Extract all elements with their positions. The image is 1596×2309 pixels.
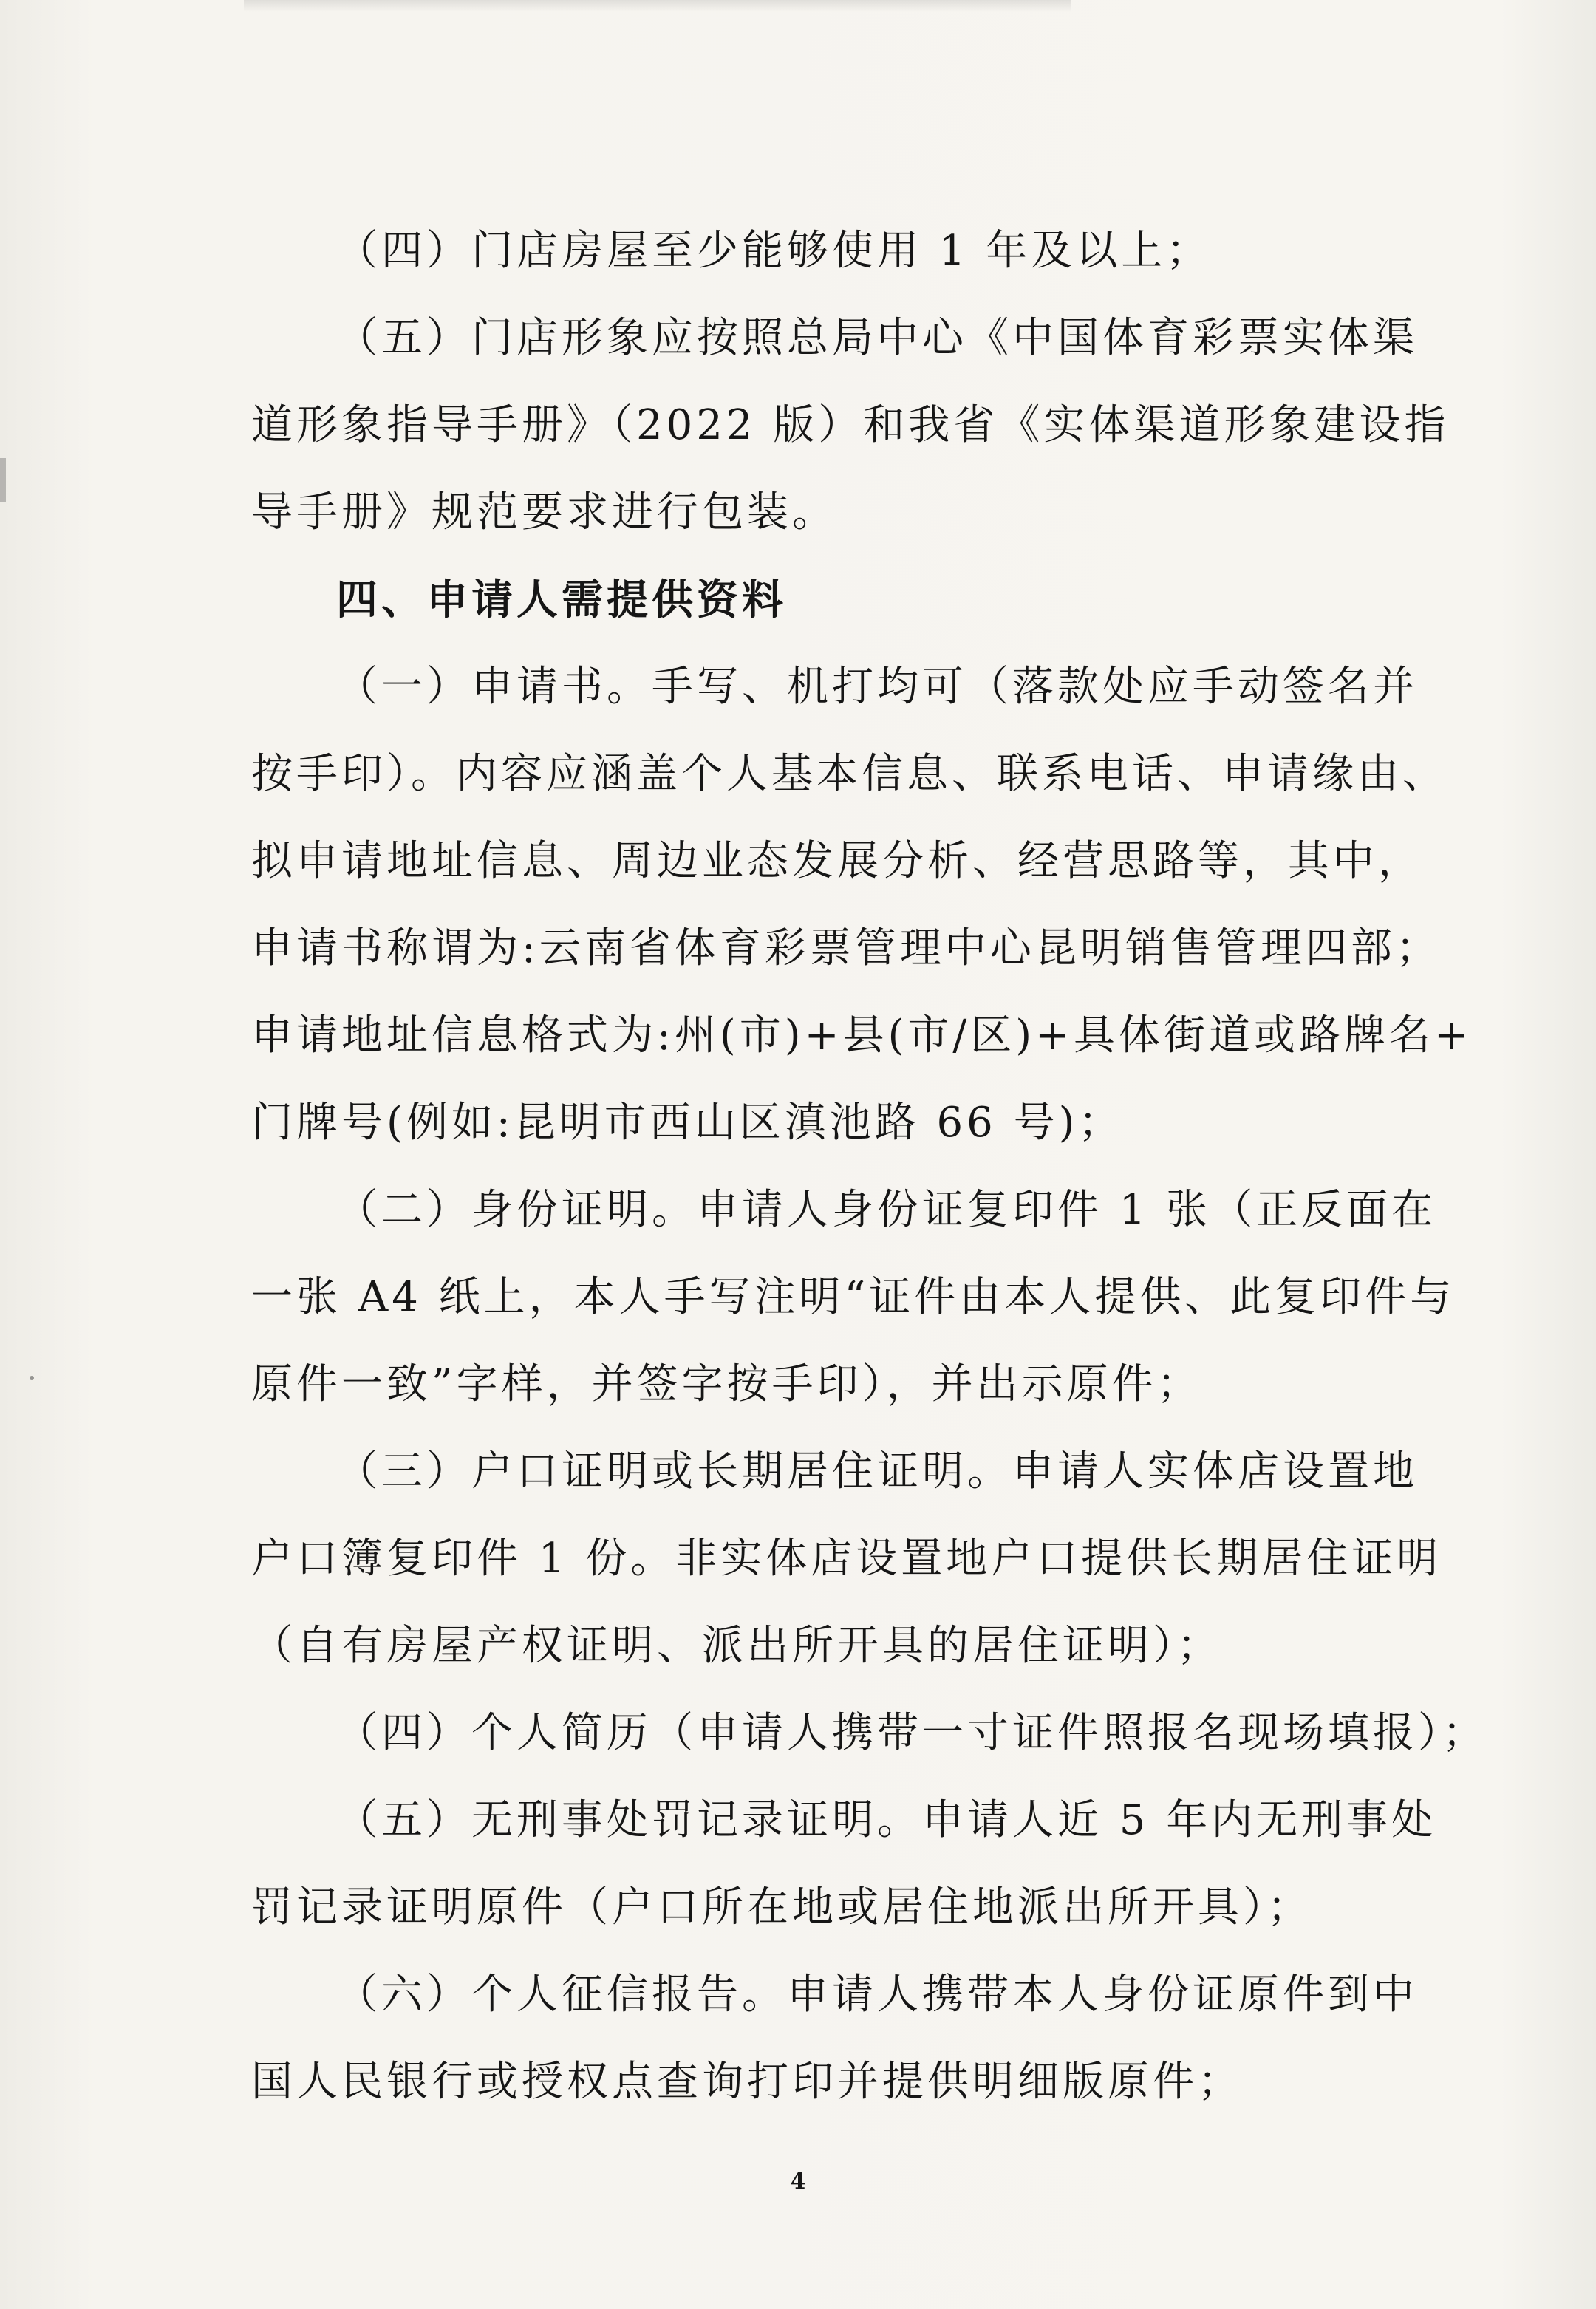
text-line: （四）门店房屋至少能够使用 1 年及以上； (336, 227, 1212, 275)
text-line: 拟申请地址信息、周边业态发展分析、经营思路等，其中， (251, 837, 1423, 885)
page-number: 4 (790, 2169, 806, 2194)
text-line: （二）身份证明。申请人身份证复印件 1 张（正反面在 (336, 1186, 1437, 1234)
text-line: （四）个人简历（申请人携带一寸证件照报名现场填报）； (336, 1709, 1487, 1757)
text-line: 按手印）。内容应涵盖个人基本信息、联系电话、申请缘由、 (251, 750, 1447, 798)
text-line: （五）门店形象应按照总局中心《中国体育彩票实体渠 (336, 314, 1418, 362)
text-line: （三）户口证明或长期居住证明。申请人实体店设置地 (336, 1447, 1418, 1495)
text-line: 一张 A4 纸上，本人手写注明“证件由本人提供、此复印件与 (251, 1273, 1456, 1321)
text-line: 道形象指导手册》（2022 版）和我省《实体渠道形象建设指 (251, 401, 1450, 449)
section-heading: 四、申请人需提供资料 (336, 576, 787, 624)
text-line: （一）申请书。手写、机打均可（落款处应手动签名并 (336, 663, 1418, 711)
scan-bleed-top (244, 0, 1071, 12)
scan-dot (30, 1376, 34, 1380)
text-line: 申请地址信息格式为:州(市)+县(市/区)+具体街道或路牌名+ (251, 1012, 1473, 1060)
text-line: 导手册》规范要求进行包装。 (251, 488, 837, 536)
text-line: 罚记录证明原件（户口所在地或居住地派出所开具）； (251, 1883, 1312, 1931)
text-line: （自有房屋产权证明、派出所开具的居住证明）； (251, 1622, 1222, 1670)
scan-edge-mark (0, 458, 6, 502)
text-line: （六）个人征信报告。申请人携带本人身份证原件到中 (336, 1971, 1418, 2019)
text-line: 申请书称谓为:云南省体育彩票管理中心昆明销售管理四部； (251, 924, 1441, 972)
text-line: 门牌号(例如:昆明市西山区滇池路 66 号)； (251, 1099, 1124, 1147)
text-line: （五）无刑事处罚记录证明。申请人近 5 年内无刑事处 (336, 1796, 1437, 1844)
text-line: 国人民银行或授权点查询打印并提供明细版原件； (251, 2058, 1243, 2106)
text-line: 原件一致”字样，并签字按手印），并出示原件； (251, 1360, 1202, 1408)
text-line: 户口簿复印件 1 份。非实体店设置地户口提供长期居住证明 (251, 1535, 1442, 1583)
